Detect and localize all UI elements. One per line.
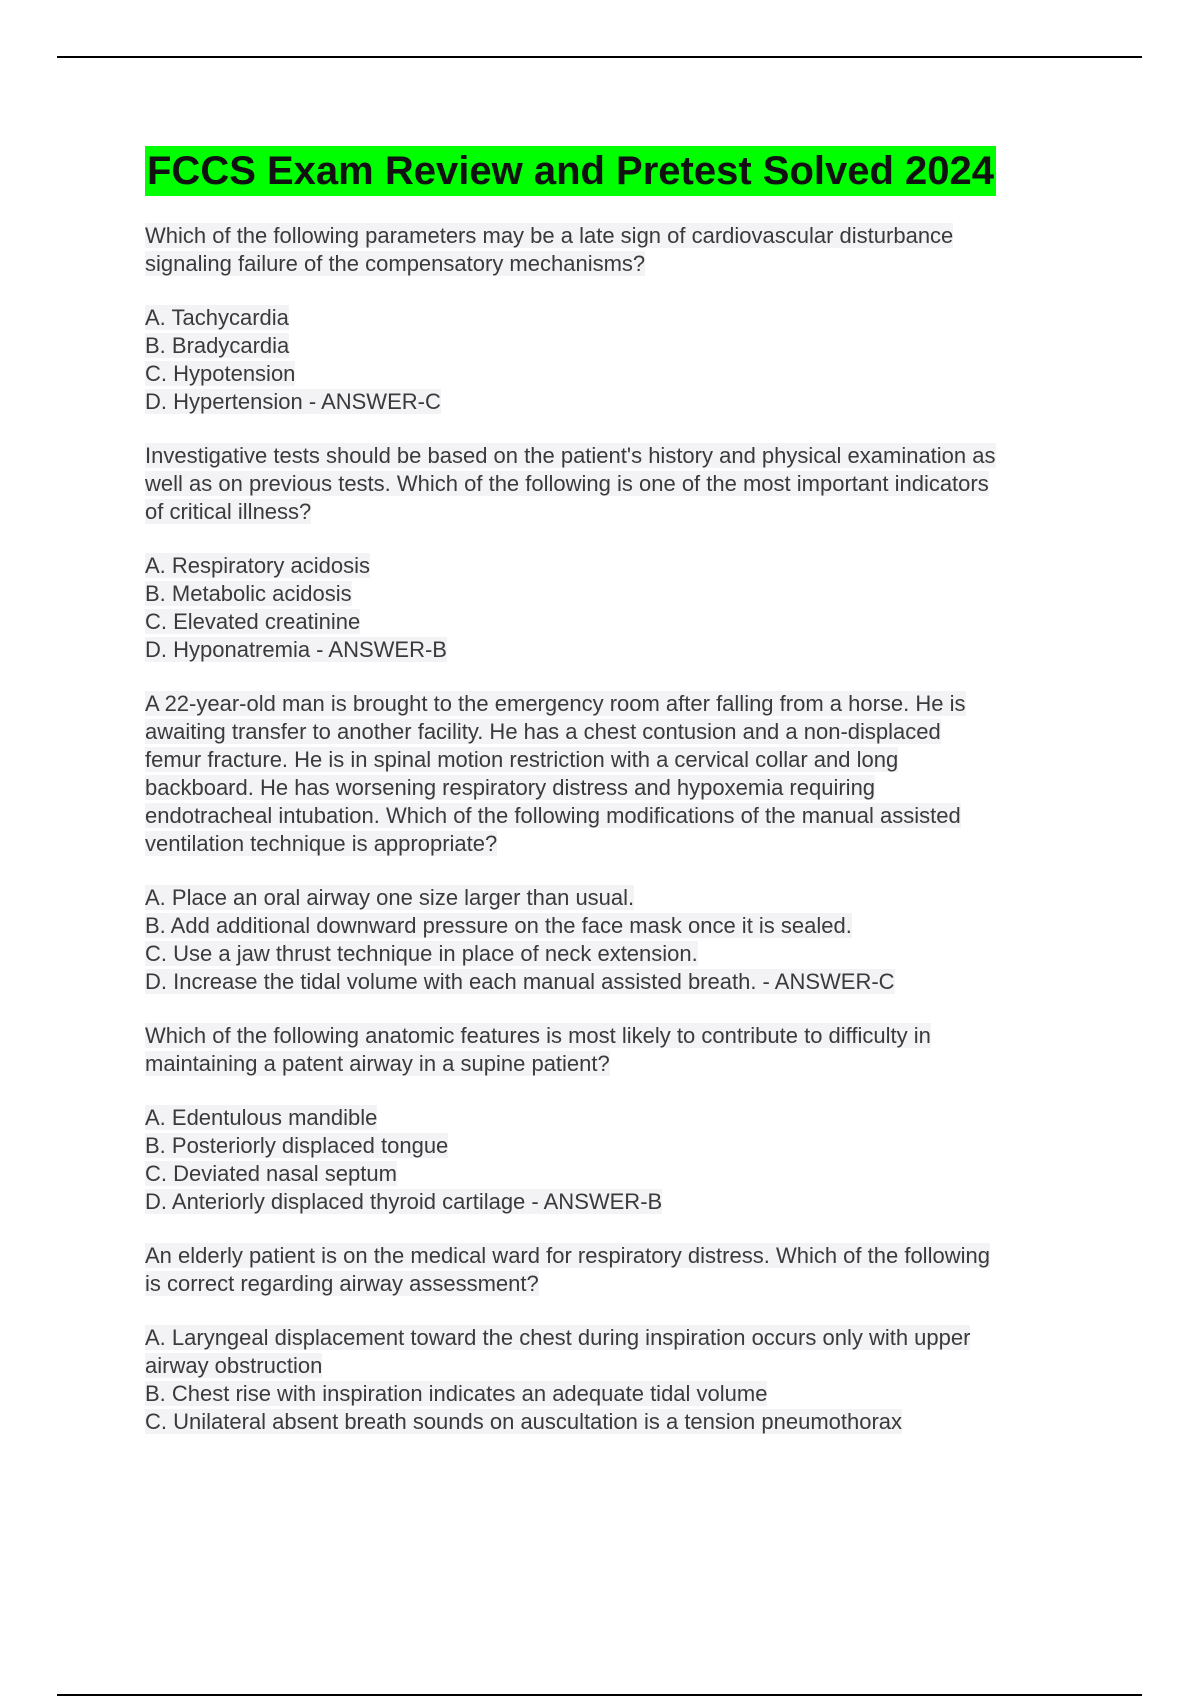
question-block	[145, 222, 1085, 416]
question-line: signaling failure of the compensatory mechanisms?	[145, 251, 646, 276]
answer-option: D. Hyponatremia - ANSWER-B	[145, 637, 447, 662]
question-stem	[145, 690, 1085, 858]
question-stem	[145, 222, 1085, 278]
answer-option: B. Add additional downward pressure on the face mask once it is sealed.	[145, 913, 852, 938]
answer-option: B. Bradycardia	[145, 333, 290, 358]
question-line: maintaining a patent airway in a supine patient?	[145, 1051, 610, 1076]
answer-options	[145, 884, 1085, 996]
answer-option: A. Edentulous mandible	[145, 1105, 378, 1130]
answer-option: B. Posteriorly displaced tongue	[145, 1133, 449, 1158]
question-line: is correct regarding airway assessment?	[145, 1271, 539, 1296]
answer-option: C. Unilateral absent breath sounds on auscultation is a tension pneumothorax	[145, 1409, 903, 1434]
answer-option: C. Hypotension	[145, 361, 296, 386]
answer-options	[145, 1104, 1085, 1216]
answer-options	[145, 552, 1085, 664]
answer-option: D. Anteriorly displaced thyroid cartilage - ANSWER-B	[145, 1189, 663, 1214]
question-stem	[145, 1242, 1085, 1298]
question-line: A 22-year-old man is brought to the emergency room after falling from a horse. He is	[145, 691, 966, 716]
answer-option: A. Respiratory acidosis	[145, 553, 370, 578]
answer-option: airway obstruction	[145, 1353, 323, 1378]
answer-option: C. Deviated nasal septum	[145, 1161, 397, 1186]
answer-option: A. Tachycardia	[145, 305, 289, 330]
document-body	[145, 146, 1085, 1462]
question-line: backboard. He has worsening respiratory distress and hypoxemia requiring	[145, 775, 876, 800]
document-title: FCCS Exam Review and Pretest Solved 2024	[145, 146, 996, 196]
question-list	[145, 222, 1085, 1436]
question-line: Investigative tests should be based on the patient's history and physical examination as	[145, 443, 996, 468]
answer-option: C. Elevated creatinine	[145, 609, 361, 634]
question-block	[145, 690, 1085, 996]
question-block	[145, 1242, 1085, 1436]
answer-option: B. Metabolic acidosis	[145, 581, 352, 606]
question-block	[145, 442, 1085, 664]
answer-options	[145, 1324, 1085, 1436]
answer-option: D. Increase the tidal volume with each manual assisted breath. - ANSWER-C	[145, 969, 895, 994]
answer-option: A. Laryngeal displacement toward the chest during inspiration occurs only with upper	[145, 1325, 971, 1350]
question-line: An elderly patient is on the medical ward for respiratory distress. Which of the following	[145, 1243, 990, 1268]
question-line: Which of the following parameters may be a late sign of cardiovascular disturbance	[145, 223, 954, 248]
answer-option: A. Place an oral airway one size larger than usual.	[145, 885, 635, 910]
footer-rule	[57, 1694, 1142, 1696]
question-line: endotracheal intubation. Which of the following modifications of the manual assisted	[145, 803, 961, 828]
question-line: Which of the following anatomic features is most likely to contribute to difficulty in	[145, 1023, 931, 1048]
header-rule	[57, 56, 1142, 58]
question-block	[145, 1022, 1085, 1216]
answer-options	[145, 304, 1085, 416]
answer-option: D. Hypertension - ANSWER-C	[145, 389, 441, 414]
question-line: ventilation technique is appropriate?	[145, 831, 498, 856]
question-stem	[145, 1022, 1085, 1078]
question-line: well as on previous tests. Which of the following is one of the most important indicators	[145, 471, 989, 496]
question-line: awaiting transfer to another facility. He has a chest contusion and a non-displaced	[145, 719, 941, 744]
question-line: femur fracture. He is in spinal motion restriction with a cervical collar and long	[145, 747, 899, 772]
question-line: of critical illness?	[145, 499, 312, 524]
question-stem	[145, 442, 1085, 526]
answer-option: B. Chest rise with inspiration indicates an adequate tidal volume	[145, 1381, 768, 1406]
answer-option: C. Use a jaw thrust technique in place of neck extension.	[145, 941, 698, 966]
